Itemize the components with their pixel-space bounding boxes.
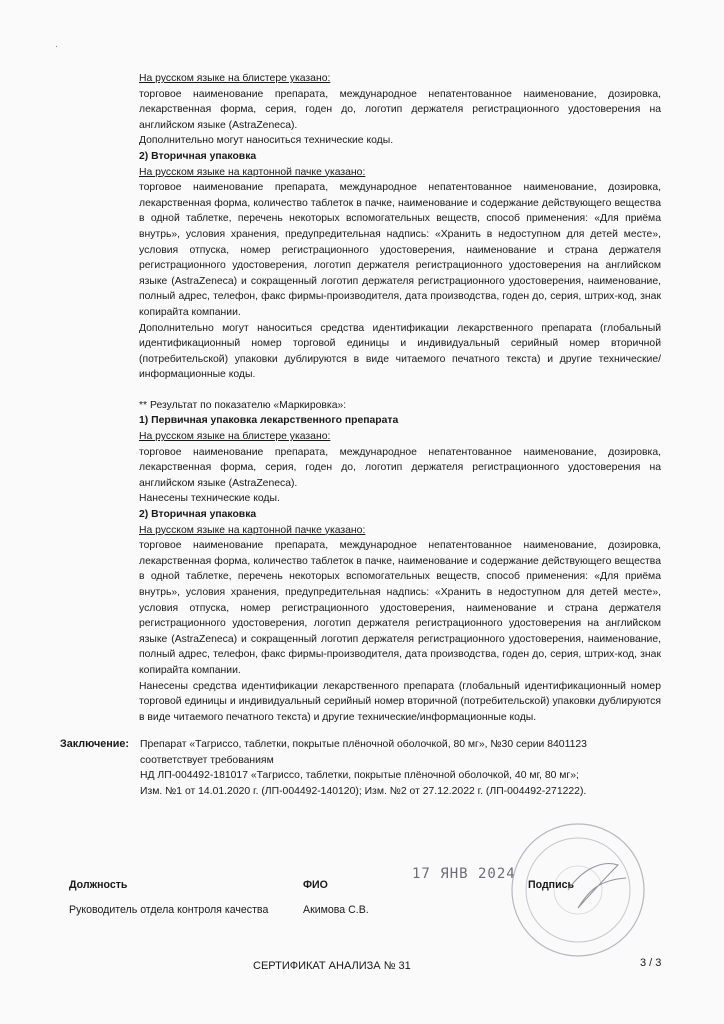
date-stamp: 17 ЯНВ 2024	[412, 866, 516, 882]
name-value: Акимова С.В.	[303, 904, 369, 916]
conclusion-text	[140, 737, 660, 799]
certificate-title: СЕРТИФИКАТ АНАЛИЗА № 31	[253, 960, 411, 972]
result-secondary-heading: 2) Вторичная упаковка	[139, 509, 257, 521]
carton-text: торговое наименование препарата, международное непатентованное наименование, дозировка, лекарственная форма, количество таблеток в пачке, наименование и содержание действующего вещества в одной таблетке, перечень некоторых вспомогательных веществ, способ применения: «Для приёма внутрь», условия хранения, предупредительная надпись: «Хранить в недоступном для детей месте», условия отпуска, номер регистрационного удостоверения, наименование и страна держателя регистрационного удостоверения, логотип держателя регистрационного удостоверения на английском языке (AstraZeneca) и сокращенный логотип держателя регистрационного удостоверения, наименование, полный адрес, телефон, факс фирмы-производителя, дата производства, годен до, серия, штрих-код, знак копирайта компании.	[139, 182, 661, 318]
result-carton-text: торговое наименование препарата, международное непатентованное наименование, дозировка, лекарственная форма, количество таблеток в пачке, наименование и содержание действующего вещества в одной таблетке, перечень некоторых вспомогательных веществ, способ применения: «Для приёма внутрь», условия хранения, предупредительная надпись: «Хранить в недоступном для детей месте», условия отпуска, номер регистрационного удостоверения, наименование и страна держателя регистрационного удостоверения, логотип держателя регистрационного удостоверения на английском языке (AstraZeneca) и сокращенный логотип держателя регистрационного удостоверения, наименование, полный адрес, телефон, факс фирмы-производителя, дата производства, годен до, серия, штрих-код, знак копирайта компании.	[139, 540, 661, 676]
conclusion-label: Заключение:	[60, 738, 130, 750]
position-value: Руководитель отдела контроля качества	[69, 904, 269, 916]
result-blister-label: На русском языке на блистере указано:	[139, 431, 331, 443]
result-blister-text: торговое наименование препарата, международное непатентованное наименование, дозировка, лекарственная форма, серия, годен до, логотип держателя регистрационного удостоверения на английском языке (AstraZeneca).	[139, 446, 661, 489]
conclusion-line-1: Препарат «Тагриссо, таблетки, покрытые плёночной оболочкой, 80 мг», №30 серии 8401123	[140, 739, 587, 750]
secondary-heading: 2) Вторичная упаковка	[139, 150, 257, 162]
carton-extra: Дополнительно могут наноситься средства идентификации лекарственного препарата (глобальный идентификационный номер торговой единицы и индивидуальный серийный номер вторичной (потребительской) упаковки дублируются в виде читаемого печатного текста) и другие технические/информационные коды.	[139, 322, 661, 381]
carton-label: На русском языке на картонной пачке указано:	[139, 166, 366, 178]
blister-text: торговое наименование препарата, международное непатентованное наименование, дозировка, лекарственная форма, серия, годен до, логотип держателя регистрационного удостоверения на английском языке (AstraZeneca).	[139, 88, 661, 131]
result-carton-extra: Нанесены средства идентификации лекарственного препарата (глобальный идентификационный номер торговой единицы и индивидуальный серийный номер вторичной (потребительской) упаковки дублируются в виде читаемого печатного текста) и другие технические/информационные коды.	[139, 680, 661, 723]
result-title: ** Результат по показателю «Маркировка»:	[139, 399, 347, 411]
page-number: 3 / 3	[640, 957, 662, 969]
blister-extra: Дополнительно могут наноситься технические коды.	[139, 135, 394, 147]
conclusion-line-4: Изм. №1 от 14.01.2020 г. (ЛП-004492-140120); Изм. №2 от 27.12.2022 г. (ЛП-004492-271222).	[140, 785, 587, 797]
result-blister-extra: Нанесены технические коды.	[139, 493, 280, 505]
conclusion-line-2: соответствует требованиям	[140, 754, 274, 766]
position-header: Должность	[69, 879, 128, 891]
result-primary-heading: 1) Первичная упаковка лекарственного препарата	[139, 415, 399, 427]
conclusion-line-3: НД ЛП-004492-181017 «Тагриссо, таблетки, покрытые плёночной оболочкой, 40 мг, 80 мг»;	[140, 770, 579, 781]
signature-header: Подпись	[528, 879, 574, 891]
blister-label: На русском языке на блистере указано:	[139, 73, 331, 84]
result-carton-label: На русском языке на картонной пачке указано:	[139, 524, 366, 536]
name-header: ФИО	[303, 879, 328, 891]
company-seal	[508, 820, 648, 960]
labeling-text	[139, 71, 661, 725]
corner-mark: ·	[55, 42, 58, 51]
